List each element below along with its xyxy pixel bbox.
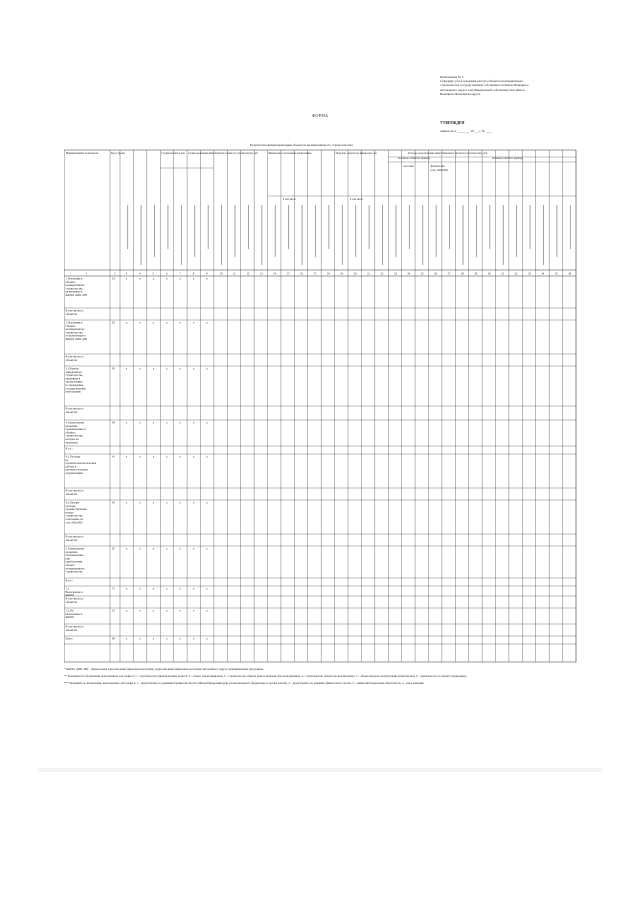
column-number: 7 <box>179 272 181 276</box>
column-number: 12 <box>246 272 250 276</box>
column-number: 6 <box>165 272 168 276</box>
row-name: Включенные в <box>65 590 83 594</box>
cell-mark: х <box>192 277 195 281</box>
cell-mark: х <box>206 547 208 551</box>
row-name: не включенные в <box>65 334 86 338</box>
row-name: В т.ч.: <box>65 447 73 451</box>
header-rotated-text <box>208 205 209 249</box>
row-name: 4.2. Прочие <box>65 501 80 505</box>
cell-mark: х <box>206 455 208 459</box>
cell-mark: х <box>152 367 155 371</box>
cell-mark: х <box>206 421 208 425</box>
header-rotated-text <box>516 205 517 257</box>
row-name: В том числе по <box>65 355 84 359</box>
cell-mark: х <box>206 367 208 371</box>
header-rotated-text <box>181 205 182 265</box>
cell-mark: х <box>139 321 141 325</box>
cell-mark: х <box>125 321 128 325</box>
cell-mark: х <box>152 277 155 281</box>
cell-mark: х <box>206 587 208 591</box>
row-name: вложения, <box>65 550 78 554</box>
header-rotated-text <box>221 205 222 265</box>
column-number: 27 <box>447 272 451 276</box>
row-name: 1. Вложения в <box>65 277 83 281</box>
row-code: 99 <box>112 637 115 641</box>
row-name: проектно-изыскательские <box>65 462 97 466</box>
footnote: *** Указываются обозначения, выполненные для графы 6: 1 – представлено по решению Правительства Российской Федерации (или уполномоченного федерального органа власти), 2 – представлено по решению финансового органа, 3 – лимитами бюджетных обязательств, 4 – иное решение. <box>64 680 425 685</box>
row-name: объектам: <box>65 312 78 316</box>
row-code: 05 <box>112 547 115 551</box>
appendix-line: Приложение № 3 <box>440 75 464 79</box>
header-rotated-text <box>530 205 531 249</box>
header-code: Код строки <box>111 151 125 155</box>
cell-mark: х <box>125 367 128 371</box>
cell-mark: х <box>166 455 168 459</box>
cell-mark: х <box>125 547 128 551</box>
header-in-that-number: в том числе <box>350 198 363 201</box>
column-number: 16 <box>300 272 303 276</box>
row-code: 41 <box>112 455 115 459</box>
row-name: объектам: <box>65 600 78 604</box>
row-code: 02 <box>112 321 115 325</box>
header-estimated-cost: Сметная стоимость строительства, руб. <box>214 152 259 155</box>
column-number: 34 <box>541 272 545 276</box>
row-name: объектам: <box>65 410 78 414</box>
form-title: ФОРМА <box>312 113 329 118</box>
row-name: объектам: <box>65 492 78 496</box>
cell-mark: х <box>179 321 181 325</box>
cell-mark: х <box>192 455 195 459</box>
row-name: В том числе по <box>65 597 84 601</box>
row-name: объекта <box>65 564 75 567</box>
row-name: введенные в <box>65 377 81 381</box>
cell-mark: х <box>166 547 168 551</box>
cell-mark: х <box>179 501 181 505</box>
row-name: строительства, <box>65 287 84 291</box>
cell-mark: х <box>152 321 155 325</box>
cell-mark: х <box>125 609 128 613</box>
cell-mark: х <box>206 501 208 505</box>
column-number: 18 <box>326 272 330 276</box>
row-name: строительства, <box>65 331 84 335</box>
row-name: 4.1. Расходы <box>65 455 81 459</box>
row-name: отнесенные на <box>65 518 83 521</box>
row-name: объектам: <box>65 538 78 542</box>
cell-mark: х <box>166 609 168 613</box>
row-name: ФАИП, АИП, МП <box>65 338 87 341</box>
footnote: * ФАИП, АИП, МП – Федеральная адресная инвестиционная программа, Адресная инвестиционная программа автономного округа, муниципальные программы. <box>64 667 264 671</box>
column-number: 4 <box>139 272 141 276</box>
cell-mark: х <box>166 637 168 641</box>
row-name: незавершенного <box>65 328 85 332</box>
cell-mark: х <box>192 609 195 613</box>
row-name: приобретении <box>65 560 83 564</box>
row-code: 04 <box>112 421 115 425</box>
column-number: 30 <box>487 272 491 276</box>
column-number: 28 <box>461 272 464 276</box>
cell-mark: х <box>152 609 155 613</box>
row-name: строительства, <box>65 374 84 378</box>
column-number: 32 <box>514 272 518 276</box>
row-name: строительства, <box>65 514 84 518</box>
column-number: 29 <box>474 272 478 276</box>
cell-mark: х <box>139 587 141 591</box>
header-rotated-text <box>436 205 437 257</box>
header-rotated-text <box>409 205 410 249</box>
header-rotated-text <box>382 205 383 265</box>
cell-mark: х <box>179 547 181 551</box>
row-name: незавершенного <box>65 284 85 288</box>
cell-mark: х <box>206 637 208 641</box>
row-name: произведенные <box>65 554 84 558</box>
column-number: 3 <box>125 272 128 276</box>
header-actual: фактические <box>430 165 445 168</box>
header-begin-period: на начало отчетного периода <box>398 157 431 160</box>
header-rotated-text <box>288 205 289 249</box>
header-terms: Сроки реализации инвес <box>188 152 216 155</box>
row-name: объекты <box>65 280 76 284</box>
column-number: 35 <box>554 272 558 276</box>
approved-order-line: приказом от ________ 20___ г. № ____ <box>440 129 493 133</box>
header-rotated-text <box>355 205 356 257</box>
cell-mark: х <box>192 547 195 551</box>
cell-mark: х <box>139 547 141 551</box>
column-number: 5 <box>152 272 154 276</box>
header-rotated-text <box>342 205 343 265</box>
cell-mark: х <box>179 455 181 459</box>
cell-mark: х <box>179 587 181 591</box>
appendix-line: Ненецком автономном округе <box>440 91 481 96</box>
row-code: 51 <box>112 587 115 591</box>
cell-mark: х <box>166 587 168 591</box>
row-name: на <box>65 458 69 462</box>
row-name: завершенного <box>65 370 83 374</box>
cell-mark: х <box>152 637 155 641</box>
cell-mark: х <box>179 421 181 425</box>
cell-mark: х <box>166 277 168 281</box>
row-name: предшествующие <box>65 508 87 512</box>
column-number: 2 <box>114 272 116 276</box>
row-name: объектам: <box>65 358 78 362</box>
row-name: началу <box>65 511 74 515</box>
row-code: 01 <box>112 277 115 281</box>
column-number: 9 <box>206 272 208 276</box>
row-name: В том числе по <box>65 489 84 493</box>
row-code: 03 <box>112 367 115 371</box>
column-number: 14 <box>273 272 277 276</box>
header-received-funds: Получено средств на финансовое обе <box>335 152 377 155</box>
row-name: В т.ч.: <box>65 579 73 583</box>
header-stage: Стадия проекта в кон <box>161 152 185 155</box>
row-name: государственную <box>65 387 87 391</box>
column-number: 11 <box>233 272 236 276</box>
row-name: включенные в <box>65 290 83 294</box>
header-rotated-text <box>168 205 169 249</box>
approved-label: УТВЕРЖДЕН <box>440 121 465 125</box>
row-name: 5.1. <box>65 587 70 591</box>
row-name: документацию <box>65 472 84 475</box>
header-rotated-text <box>248 205 249 249</box>
cell-mark: х <box>125 587 128 591</box>
row-name: 5.2. Не <box>65 609 74 613</box>
row-name: расходы, <box>65 504 76 508</box>
row-name: включены <box>65 441 78 445</box>
cell-mark: х <box>206 609 208 613</box>
header-rotated-text <box>556 205 557 257</box>
cell-mark: х <box>139 421 141 425</box>
header-expenses: Расходы на реализацию инвестиционного проекта (строительство), руб. <box>408 152 488 155</box>
footnote: ** Указываются обозначения, выполненные для графы 4: 1 – строительство (приобретение) ведется, 2 – объект законсервирован, 3 – строительство объекта приостановлено (без консервации), 4 – строительство объекта не возобновлено, 5 – объект введен в эксплуатацию (приобретен), 6 – деятельность по объекту прекращена. <box>64 673 467 678</box>
appendix-line: автономного округа и муниципальной собственности в Ямало- <box>440 87 526 92</box>
cell-mark: х <box>152 547 155 551</box>
row-name: регистрацию <box>65 390 82 394</box>
column-number: 13 <box>259 272 263 276</box>
row-name: 5. Капитальные <box>65 547 85 551</box>
row-name: произведенные в <box>65 428 86 432</box>
header-rotated-text <box>127 205 128 249</box>
cell-mark: х <box>152 587 155 591</box>
row-name: ФАИП <box>65 594 74 598</box>
header-cash: кассовые <box>403 165 414 168</box>
row-name: ФАИП, АИП, МП <box>65 294 87 297</box>
column-number: 20 <box>353 272 357 276</box>
row-name: работы и <box>65 465 77 469</box>
row-name: В том числе по <box>65 535 84 539</box>
header-rotated-text <box>261 205 262 265</box>
row-name: В том числе по <box>65 625 84 629</box>
row-name: 3. Объекты <box>65 367 79 371</box>
header-rotated-text <box>543 205 544 265</box>
cell-mark: х <box>166 421 168 425</box>
row-name: В том числе по <box>65 407 84 411</box>
header-rotated-text <box>275 205 276 257</box>
row-name: проектно-сметную <box>65 468 88 472</box>
cell-mark: х <box>179 367 181 371</box>
header-rotated-text <box>369 205 370 249</box>
column-number: 24 <box>407 272 411 276</box>
footnotes <box>64 668 584 688</box>
cell-mark: х <box>179 277 181 281</box>
cell-mark: х <box>206 321 208 325</box>
column-number: 15 <box>286 272 290 276</box>
cell-mark: х <box>152 501 155 505</box>
cell-mark: х <box>166 321 168 325</box>
cell-mark: х <box>192 421 195 425</box>
row-name: В том числе по <box>65 309 84 313</box>
header-rotated-text <box>396 205 397 257</box>
cell-mark: х <box>125 421 128 425</box>
column-number: 8 <box>192 272 195 276</box>
header-rotated-text <box>489 205 490 249</box>
column-number: 21 <box>367 272 370 276</box>
table-title: Результаты инвентаризации объектов незавершенного строительства <box>250 143 353 147</box>
row-name: строительства, <box>65 434 84 438</box>
cell-mark: х <box>139 637 141 641</box>
cell-mark: х <box>166 367 168 371</box>
column-number: 19 <box>340 272 344 276</box>
header-rotated-text <box>463 205 464 265</box>
cell-mark: х <box>192 367 195 371</box>
row-code: 42 <box>112 501 115 505</box>
row-name: объекты <box>65 324 76 328</box>
header-rotated-text <box>503 205 504 265</box>
row-name: вложения, <box>65 424 78 428</box>
cell-mark: х <box>179 637 181 641</box>
row-code: 52 <box>112 609 115 613</box>
row-name: 2. Вложения в <box>65 321 83 325</box>
inventory-table <box>64 0 584 905</box>
header-rotated-text <box>154 205 155 257</box>
header-account-code: (счет 106х1000) <box>430 169 448 172</box>
cell-mark: х <box>139 367 141 371</box>
column-number: 33 <box>528 272 531 276</box>
cell-mark: х <box>152 421 155 425</box>
cell-mark: х <box>192 501 195 505</box>
cell-mark: х <box>139 609 141 613</box>
row-name: включенные в <box>65 612 83 616</box>
row-name: но прошедшие <box>65 384 84 387</box>
header-rotated-text <box>328 205 329 249</box>
cell-mark: х <box>139 501 141 505</box>
row-name: объектам: <box>65 628 78 632</box>
column-number: 17 <box>313 272 317 276</box>
row-name: незавершенного <box>65 567 85 571</box>
header-rotated-text <box>449 205 450 249</box>
cell-mark: х <box>139 277 141 281</box>
row-name: которые не <box>65 438 79 441</box>
cell-mark: х <box>166 501 168 505</box>
row-name: эксплуатацию, <box>65 380 83 384</box>
row-name: строительства <box>65 570 83 574</box>
column-number: 22 <box>380 272 384 276</box>
row-name: при <box>65 557 70 561</box>
header-rotated-text <box>476 205 477 257</box>
cell-mark: х <box>125 501 128 505</box>
row-name: счет 106х1000 <box>65 521 83 525</box>
header-rotated-text <box>194 205 195 257</box>
appendix-line: к Порядку учета и ведения реестра объектов незавершенного <box>440 79 524 84</box>
row-name: Итого <box>65 637 73 641</box>
cell-mark: х <box>192 637 195 641</box>
header-rotated-text <box>570 205 571 249</box>
header-rotated-text <box>302 205 303 265</box>
column-number: 25 <box>420 272 424 276</box>
row-name: ФАИП <box>65 616 74 620</box>
row-name: 4. Капитальные <box>65 421 85 425</box>
cell-mark: х <box>192 587 195 591</box>
cell-mark: х <box>139 455 141 459</box>
cell-mark: х <box>179 609 181 613</box>
header-funding: Финансовое обеспечение капитальных <box>268 152 312 155</box>
row-name: объекты <box>65 431 76 435</box>
header-rotated-text <box>422 205 423 265</box>
cell-mark: х <box>152 455 155 459</box>
cell-mark: х <box>125 455 128 459</box>
header-rotated-text <box>315 205 316 257</box>
cell-mark: х <box>192 321 195 325</box>
column-number: 1 <box>86 272 88 276</box>
header-name: Наименование показателя <box>66 151 99 155</box>
column-number: 23 <box>393 272 397 276</box>
cell-mark: х <box>125 277 128 281</box>
column-number: 10 <box>219 272 223 276</box>
column-number: 36 <box>568 272 572 276</box>
appendix-line: строительства государственной собственности Ямало-Ненецкого <box>440 83 529 88</box>
header-rotated-text <box>141 205 142 265</box>
column-number: 26 <box>434 272 437 276</box>
column-number: 31 <box>501 272 505 276</box>
cell-mark: х <box>125 637 128 641</box>
header-end-period: на конец отчетного периода <box>492 157 523 160</box>
cell-mark: х <box>206 277 208 281</box>
header-rotated-text <box>235 205 236 257</box>
header-in-that-number: в том числе <box>282 198 296 201</box>
